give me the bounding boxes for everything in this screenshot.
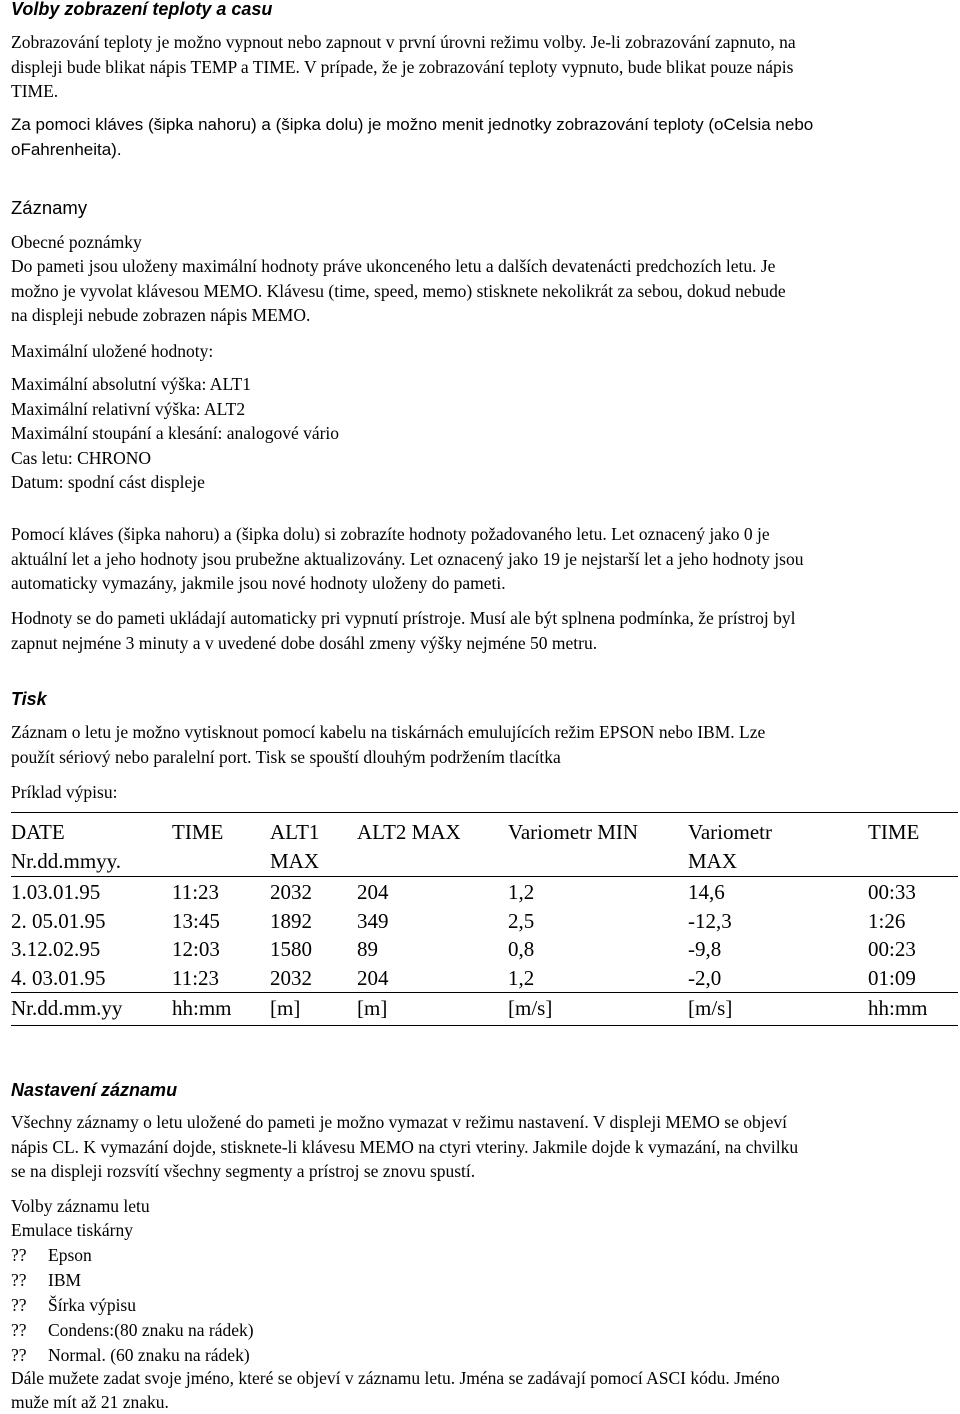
header-cell: TIME <box>172 820 224 844</box>
paragraph-temperature-units <box>11 113 946 162</box>
table-cell: 1892 <box>270 908 312 933</box>
header-cell <box>868 847 958 877</box>
table-row <box>11 935 958 964</box>
paragraph-memory-intro <box>11 254 946 328</box>
list-item: Maximální relativní výška: ALT2 <box>11 398 246 419</box>
heading-nastaveni-zaznamu: Nastavení záznamu <box>11 1080 178 1100</box>
header-cell: Variometr MIN <box>508 820 639 844</box>
paragraph-pilot-name <box>11 1367 946 1414</box>
text-line: oFahrenheita). <box>11 139 122 159</box>
text-line: Zobrazování teploty je možno vypnout nebo zapnout v první úrovni režimu volby. Je-li zobrazování zapnuto, na <box>11 32 796 52</box>
table-cell: 204 <box>357 965 389 990</box>
list-item-label: Normal. (60 znaku na rádek) <box>48 1345 250 1365</box>
paragraph-print-info <box>11 720 946 769</box>
text-line: Všechny záznamy o letu uložené do pameti je možno vymazat v režimu nastavení. V displeji MEMO se objeví <box>11 1112 787 1132</box>
list-item-label: Epson <box>48 1245 92 1265</box>
unit-cell: hh:mm <box>868 996 928 1020</box>
text-line: se na displeji rozsvítí všechny segmenty a prístroj se znovu spustí. <box>11 1161 476 1181</box>
table-units-row <box>11 993 958 1026</box>
text-line: muže mít až 21 znaku. <box>11 1391 169 1412</box>
stored-values-label: Maximální uložené hodnoty: <box>11 341 214 361</box>
unit-cell: [m] <box>270 996 301 1020</box>
header-cell <box>357 847 508 877</box>
text-line: zapnut nejméne 3 minuty a v uvedené dobe dosáhl zmeny výšky nejméne 50 metru. <box>11 632 598 653</box>
paragraph-auto-save <box>11 606 946 655</box>
table-cell: 2032 <box>270 965 312 990</box>
heading-zaznamy: Záznamy <box>11 197 88 218</box>
table-cell: 01:09 <box>868 965 916 990</box>
text-line: Dále mužete zadat svoje jméno, které se objeví v záznamu letu. Jména se zadávají pomocí ASCI kódu. Jméno <box>11 1368 780 1388</box>
paragraph-browse-flights <box>11 522 946 596</box>
list-item: Maximální absolutní výška: ALT1 <box>11 374 251 394</box>
table-cell: 12:03 <box>172 937 220 961</box>
header-cell: TIME <box>868 820 920 844</box>
list-item <box>11 1318 254 1343</box>
header-cell: MAX <box>688 849 738 873</box>
table-cell: 1:26 <box>868 908 906 933</box>
table-cell: 14,6 <box>688 880 725 904</box>
heading-tisk: Tisk <box>11 689 47 709</box>
list-item: Cas letu: CHRONO <box>11 447 151 468</box>
text-line: aktuální let a jeho hodnoty jsou prubežne aktualizovány. Let oznacený jako 19 je nejstarší let a jeho hodnoty jsou <box>11 548 804 569</box>
table-cell: 2. 05.01.95 <box>11 908 106 933</box>
header-cell <box>172 847 270 877</box>
list-item-label: IBM <box>48 1270 82 1290</box>
list-item: Maximální stoupání a klesání: analogové vário <box>11 423 340 443</box>
table-cell: 0,8 <box>508 937 535 961</box>
option-printer-emulation: Emulace tiskárny <box>11 1220 133 1240</box>
list-item <box>11 1243 254 1268</box>
table-cell: 2032 <box>270 880 312 904</box>
table-cell: 1580 <box>270 937 312 961</box>
table-row <box>11 907 958 936</box>
heading-volby-zobrazeni: Volby zobrazení teploty a casu <box>11 0 273 19</box>
table-cell: 11:23 <box>172 880 220 904</box>
text-line: Do pameti jsou uloženy maximální hodnoty práve ukonceného letu a dalších devatenácti predchozích letu. Je <box>11 256 776 276</box>
list-item-label: Condens:(80 znaku na rádek) <box>48 1320 254 1340</box>
table-body <box>11 877 958 993</box>
table-cell: 204 <box>357 880 389 904</box>
unit-cell: [m/s] <box>508 996 553 1020</box>
bullet-marker: ?? <box>11 1320 27 1340</box>
text-line: TIME. <box>11 81 59 101</box>
table-cell: 89 <box>357 937 378 961</box>
text-line: Za pomoci kláves (šipka nahoru) a (šipka dolu) je možno menit jednotky zobrazování teploty (oCelsia nebo <box>11 115 814 134</box>
unit-cell: [m/s] <box>688 996 733 1020</box>
text-line: Pomocí kláves (šipka nahoru) a (šipka dolu) si zobrazíte hodnoty požadovaného letu. Let oznacený jako 0 je <box>11 524 770 544</box>
stored-values-list <box>11 372 339 495</box>
table-cell: 1,2 <box>508 880 535 904</box>
unit-cell: hh:mm <box>172 996 232 1020</box>
table-cell: 13:45 <box>172 908 220 933</box>
table-cell: 00:33 <box>868 880 916 904</box>
table-cell: 4. 03.01.95 <box>11 965 106 990</box>
table-cell: 3.12.02.95 <box>11 937 101 961</box>
header-cell: Variometr <box>688 820 772 844</box>
table-cell: 349 <box>357 908 389 933</box>
header-cell: ALT1 <box>270 820 320 844</box>
text-line: displeji bude blikat nápis TEMP a TIME. V prípade, že je zobrazování teploty vypnuto, bude blikat pouze nápis <box>11 56 794 77</box>
table-cell: 1,2 <box>508 965 535 990</box>
table-row <box>11 877 958 907</box>
text-line: použít sériový nebo paralelní port. Tisk se spouští dlouhým podržením tlacítka <box>11 746 561 767</box>
subheading-general-notes: Obecné poznámky <box>11 232 142 252</box>
header-cell: DATE <box>11 820 65 844</box>
table-cell: -9,8 <box>688 937 722 961</box>
table-cell: 00:23 <box>868 937 916 961</box>
text-line: nápis CL. K vymazání dojde, stisknete-li klávesu MEMO na ctyri vteriny. Jakmile dojde k vymazání, na chvilku <box>11 1136 799 1157</box>
table-cell: -12,3 <box>688 908 732 933</box>
bullet-marker: ?? <box>11 1245 27 1265</box>
text-line: Hodnoty se do pameti ukládají automaticky pri vypnutí prístroje. Musí ale být splnena podmínka, že prístroj byl <box>11 608 796 628</box>
header-cell: MAX <box>270 849 320 873</box>
text-line: na displeji nebude zobrazen nápis MEMO. <box>11 305 311 325</box>
table-cell: 11:23 <box>172 965 220 990</box>
table-header <box>11 813 958 877</box>
unit-cell: Nr.dd.mm.yy <box>11 996 123 1020</box>
text-line: automaticky vymazány, jakmile jsou nové hodnoty uloženy do pameti. <box>11 573 506 593</box>
list-item <box>11 1343 254 1368</box>
text-line: možno je vyvolat klávesou MEMO. Klávesu (time, speed, memo) stisknete nekolikrát za sebou, dokud nebude <box>11 280 786 301</box>
printout-example-table <box>11 812 958 1026</box>
unit-cell: [m] <box>357 996 388 1020</box>
paragraph-clear-memory <box>11 1110 946 1184</box>
table-cell: 1.03.01.95 <box>11 880 101 904</box>
header-cell: ALT2 MAX <box>357 820 461 844</box>
bullet-marker: ?? <box>11 1295 27 1315</box>
example-label: Príklad výpisu: <box>11 782 118 802</box>
list-item <box>11 1293 254 1318</box>
table-cell: 2,5 <box>508 908 535 933</box>
option-flight-record: Volby záznamu letu <box>11 1196 150 1216</box>
table-cell: -2,0 <box>688 965 722 990</box>
paragraph-temperature-display <box>11 30 946 104</box>
header-cell <box>508 847 688 877</box>
table-row <box>11 964 958 993</box>
list-item-label: Šírka výpisu <box>48 1295 136 1315</box>
printer-options-list <box>11 1243 254 1368</box>
list-item <box>11 1268 254 1293</box>
header-cell: Nr.dd.mmyy. <box>11 849 122 873</box>
bullet-marker: ?? <box>11 1345 27 1365</box>
text-line: Záznam o letu je možno vytisknout pomocí kabelu na tiskárnách emulujících režim EPSON nebo IBM. Lze <box>11 722 766 742</box>
list-item: Datum: spodní cást displeje <box>11 472 205 492</box>
bullet-marker: ?? <box>11 1270 27 1290</box>
